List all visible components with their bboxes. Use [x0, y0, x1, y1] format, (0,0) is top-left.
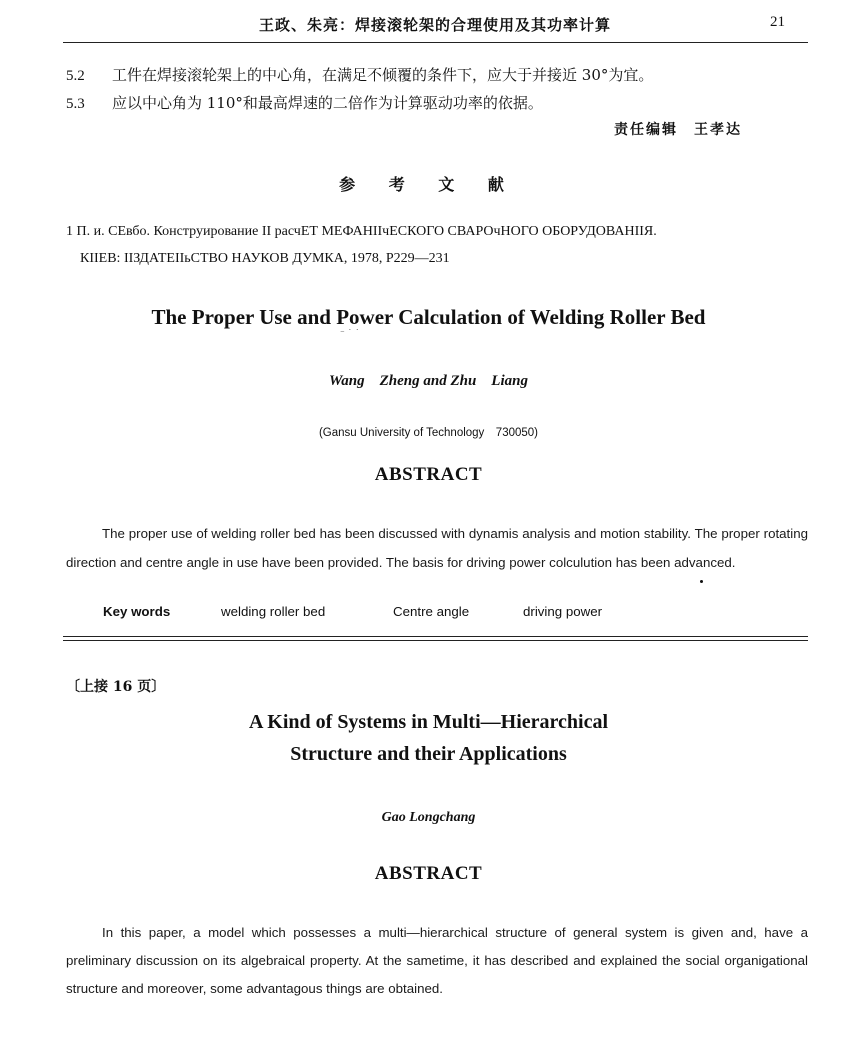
article1-affiliation: (Gansu University of Technology 730050) — [318, 427, 539, 439]
header-rule — [63, 42, 808, 43]
page-number: 21 — [770, 14, 785, 30]
article1-title: The Proper Use and Power Calculation of Welding Roller Bed — [151, 305, 706, 329]
conclusion-item — [66, 64, 653, 85]
running-header-title: 王政、朱亮：焊接滚轮架的合理使用及其功率计算 — [258, 16, 611, 34]
conclusion-number: 5.2 — [66, 68, 85, 84]
article1-abstract-heading: ABSTRACT — [374, 464, 483, 485]
article1-abstract-text: The proper use of welding roller bed has been discussed with dynamis analysis and motion stability. The proper rotating direction and centre angle in use have been provided. The basis for driving power colculution has been advanced. — [66, 526, 808, 570]
conclusion-text: 工件在焊接滚轮架上的中心角，在满足不倾覆的条件下，应大于并接近 30°为宜。 — [112, 66, 654, 84]
responsible-editor: 责任编辑 王孝达 — [614, 122, 742, 138]
reference-line-2: КIIЕВ: IIЗДАТЕIIьСТВО НАУКОВ ДУМКА, 1978, Р229—231 — [80, 251, 450, 266]
reference-line-1: 1 П. и. СЕвбо. Конструирование II расчЕТ МЕФАНIIчЕСКОГО СВАРОчНОГО ОБОРУДОВАНIIЯ. — [66, 224, 657, 239]
keywords-label: Key words — [103, 604, 171, 619]
keyword-item: driving power — [523, 604, 603, 619]
article2-abstract-heading: ABSTRACT — [374, 863, 483, 884]
article2-title-line2: Structure and their Applications — [290, 743, 567, 765]
section-divider — [63, 636, 808, 641]
scan-artifact: ⁻ ˙ ˙ — [340, 329, 360, 339]
keyword-item: welding roller bed — [221, 604, 326, 619]
article2-author: Gao Longchang — [381, 810, 476, 825]
continued-from-note: 〔上接 16 页〕 — [66, 679, 166, 695]
conclusion-number: 5.3 — [66, 96, 85, 112]
article2-title-line1: A Kind of Systems in Multi—Hierarchical — [248, 711, 609, 733]
references-heading: 参 考 文 献 — [339, 175, 518, 194]
keyword-item: Centre angle — [393, 604, 470, 619]
conclusion-item — [66, 92, 543, 113]
keywords-row — [103, 604, 602, 619]
article1-authors: Wang Zheng and Zhu Liang — [329, 373, 528, 389]
article2-abstract-text: In this paper, a model which possesses a multi—hierarchical structure of general system is given and, have a preliminary discussion on its algebraical property. At the sametime, it has described and explained the social organigational structure and moreover, some advantagous things are obtained. — [66, 925, 808, 996]
conclusion-text: 应以中心角为 110°和最高焊速的二倍作为计算驱动功率的依据。 — [112, 94, 543, 112]
scan-speck — [700, 580, 703, 583]
